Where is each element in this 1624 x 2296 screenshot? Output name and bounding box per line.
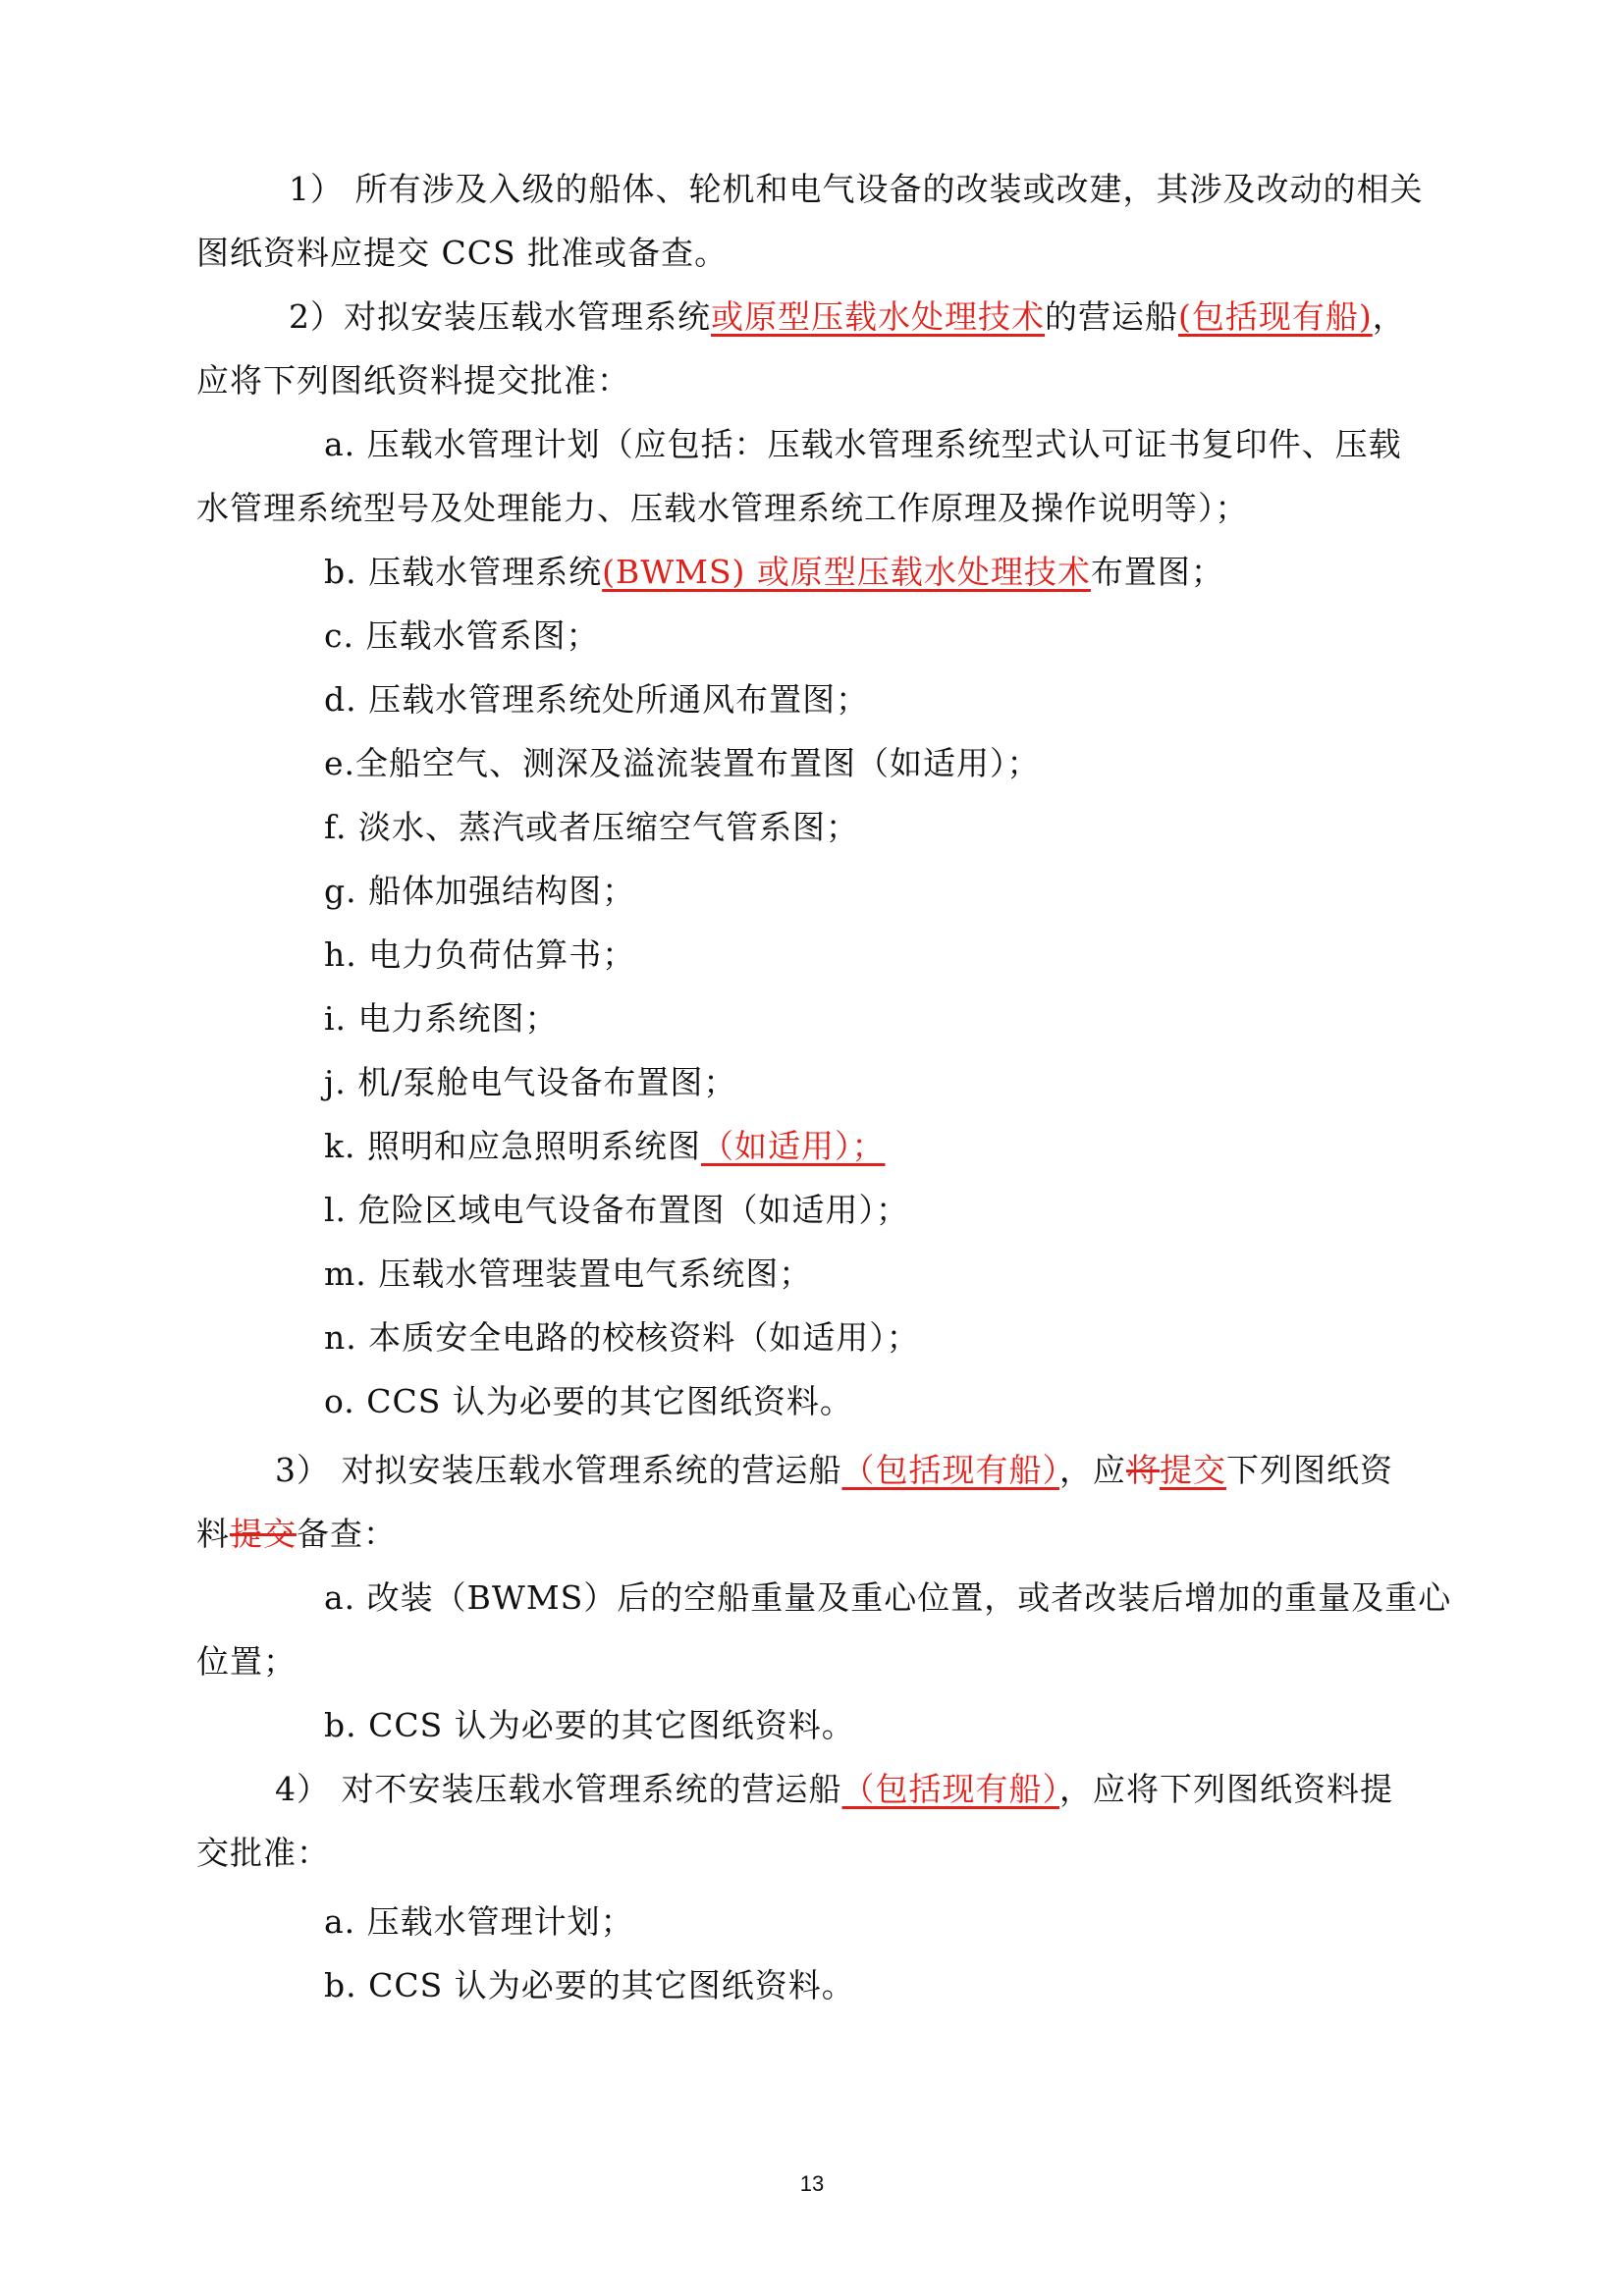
- insertion-mark: （包括现有船）: [841, 1770, 1059, 1808]
- para-2-text-a: 2）对拟安装压载水管理系统: [289, 297, 711, 336]
- item-n: [324, 1306, 1530, 1369]
- item-b: [324, 540, 1530, 604]
- para-1-line-1: [289, 157, 1494, 221]
- item-b-text-a: b. 压载水管理系统: [324, 553, 603, 591]
- p3-item-b: [324, 1693, 1530, 1757]
- para-1-line-2: [196, 221, 1402, 285]
- para-2-text-l2: 应将下列图纸资料提交批准：: [196, 361, 630, 400]
- para-2-text-c: ，: [1372, 297, 1406, 336]
- para-3-text-a: 3） 对拟安装压载水管理系统的营运船: [275, 1451, 842, 1489]
- item-g-text: g. 船体加强结构图；: [324, 872, 636, 910]
- item-m: [324, 1242, 1530, 1306]
- item-o: [324, 1369, 1530, 1433]
- item-o-text: o. CCS 认为必要的其它图纸资料。: [324, 1382, 853, 1420]
- insertion-mark: （如适用）: [700, 1127, 852, 1165]
- p3-item-b-text: b. CCS 认为必要的其它图纸资料。: [324, 1706, 855, 1744]
- p4-item-a: [324, 1890, 1530, 1953]
- page-number: 13: [799, 2171, 825, 2196]
- insertion-mark: 或原型压载水处理技术: [711, 297, 1045, 336]
- item-a-line-2: [196, 476, 1402, 540]
- item-l-text: l. 危险区域电气设备布置图（如适用）；: [324, 1191, 910, 1229]
- item-k: [324, 1114, 1530, 1178]
- para-2-line-2: [196, 348, 1402, 412]
- item-a-text-2: 水管理系统型号及处理能力、压载水管理系统工作原理及操作说明等）；: [196, 489, 1249, 527]
- para-3-text-l2b: 备查：: [297, 1515, 397, 1553]
- item-h-text: h. 电力负荷估算书；: [324, 935, 636, 974]
- para-3-text-c: 下列图纸资: [1226, 1451, 1393, 1489]
- item-f: [324, 795, 1530, 859]
- item-i: [324, 987, 1530, 1050]
- para-3-line-1: [275, 1438, 1481, 1502]
- p3-item-a-text-1: a. 改装（BWMS）后的空船重量及重心位置，或者改装后增加的重量及重心: [324, 1578, 1452, 1617]
- item-c: [324, 604, 1530, 667]
- insertion-mark: （包括现有船）: [841, 1451, 1059, 1489]
- item-j: [324, 1050, 1530, 1114]
- para-2-text-b: 的营运船: [1045, 297, 1178, 336]
- item-n-text: n. 本质安全电路的校核资料（如适用）；: [324, 1318, 920, 1357]
- item-i-text: i. 电力系统图；: [324, 999, 559, 1038]
- deletion-mark: 将: [1126, 1451, 1160, 1489]
- para-4-text-b: ，应将下列图纸资料提: [1059, 1770, 1393, 1808]
- p3-item-a-text-2: 位置；: [196, 1642, 297, 1681]
- insertion-mark: (包括现有船): [1178, 297, 1373, 336]
- item-d-text: d. 压载水管理系统处所通风布置图；: [324, 680, 870, 719]
- para-4-text-l2: 交批准：: [196, 1834, 330, 1872]
- para-2-line-1: [289, 285, 1494, 348]
- item-l: [324, 1178, 1530, 1242]
- para-1-text-1: 1） 所有涉及入级的船体、轮机和电气设备的改装或改建，其涉及改动的相关: [289, 170, 1424, 208]
- item-e: [324, 731, 1530, 795]
- item-j-text: j. 机/泵舱电气设备布置图；: [324, 1063, 737, 1101]
- p4-item-a-text: a. 压载水管理计划；: [324, 1902, 634, 1941]
- p3-item-a-line-1: [324, 1566, 1530, 1629]
- insertion-mark: (BWMS) 或原型压载水处理技术: [602, 553, 1091, 591]
- para-3-text-l2a: 料: [196, 1515, 230, 1553]
- p4-item-b-text: b. CCS 认为必要的其它图纸资料。: [324, 1966, 855, 2004]
- item-a-text-1: a. 压载水管理计划（应包括：压载水管理系统型式认可证书复印件、压载: [324, 425, 1402, 463]
- insertion-mark: 提交: [1160, 1451, 1226, 1489]
- insertion-mark: ；: [851, 1127, 886, 1165]
- para-4-line-1: [275, 1757, 1481, 1821]
- para-3-text-b: ，应: [1059, 1451, 1126, 1489]
- deletion-mark: 提交: [230, 1515, 297, 1553]
- para-4-text-a: 4） 对不安装压载水管理系统的营运船: [275, 1770, 842, 1808]
- item-b-text-b: 布置图；: [1090, 553, 1224, 591]
- p4-item-b: [324, 1953, 1530, 2017]
- para-4-line-2: [196, 1821, 1402, 1885]
- item-m-text: m. 压载水管理装置电气系统图；: [324, 1255, 813, 1293]
- item-e-text: e.全船空气、测深及溢流装置布置图（如适用）；: [324, 744, 1041, 782]
- para-3-line-2: [196, 1502, 1402, 1566]
- item-a-line-1: [324, 412, 1530, 476]
- item-k-text-a: k. 照明和应急照明系统图: [324, 1127, 701, 1165]
- para-1-text-2: 图纸资料应提交 CCS 批准或备查。: [196, 234, 729, 272]
- item-d: [324, 667, 1530, 731]
- item-g: [324, 859, 1530, 923]
- item-h: [324, 923, 1530, 987]
- item-f-text: f. 淡水、蒸汽或者压缩空气管系图；: [324, 808, 860, 846]
- p3-item-a-line-2: [196, 1629, 1402, 1693]
- item-c-text: c. 压载水管系图；: [324, 616, 600, 655]
